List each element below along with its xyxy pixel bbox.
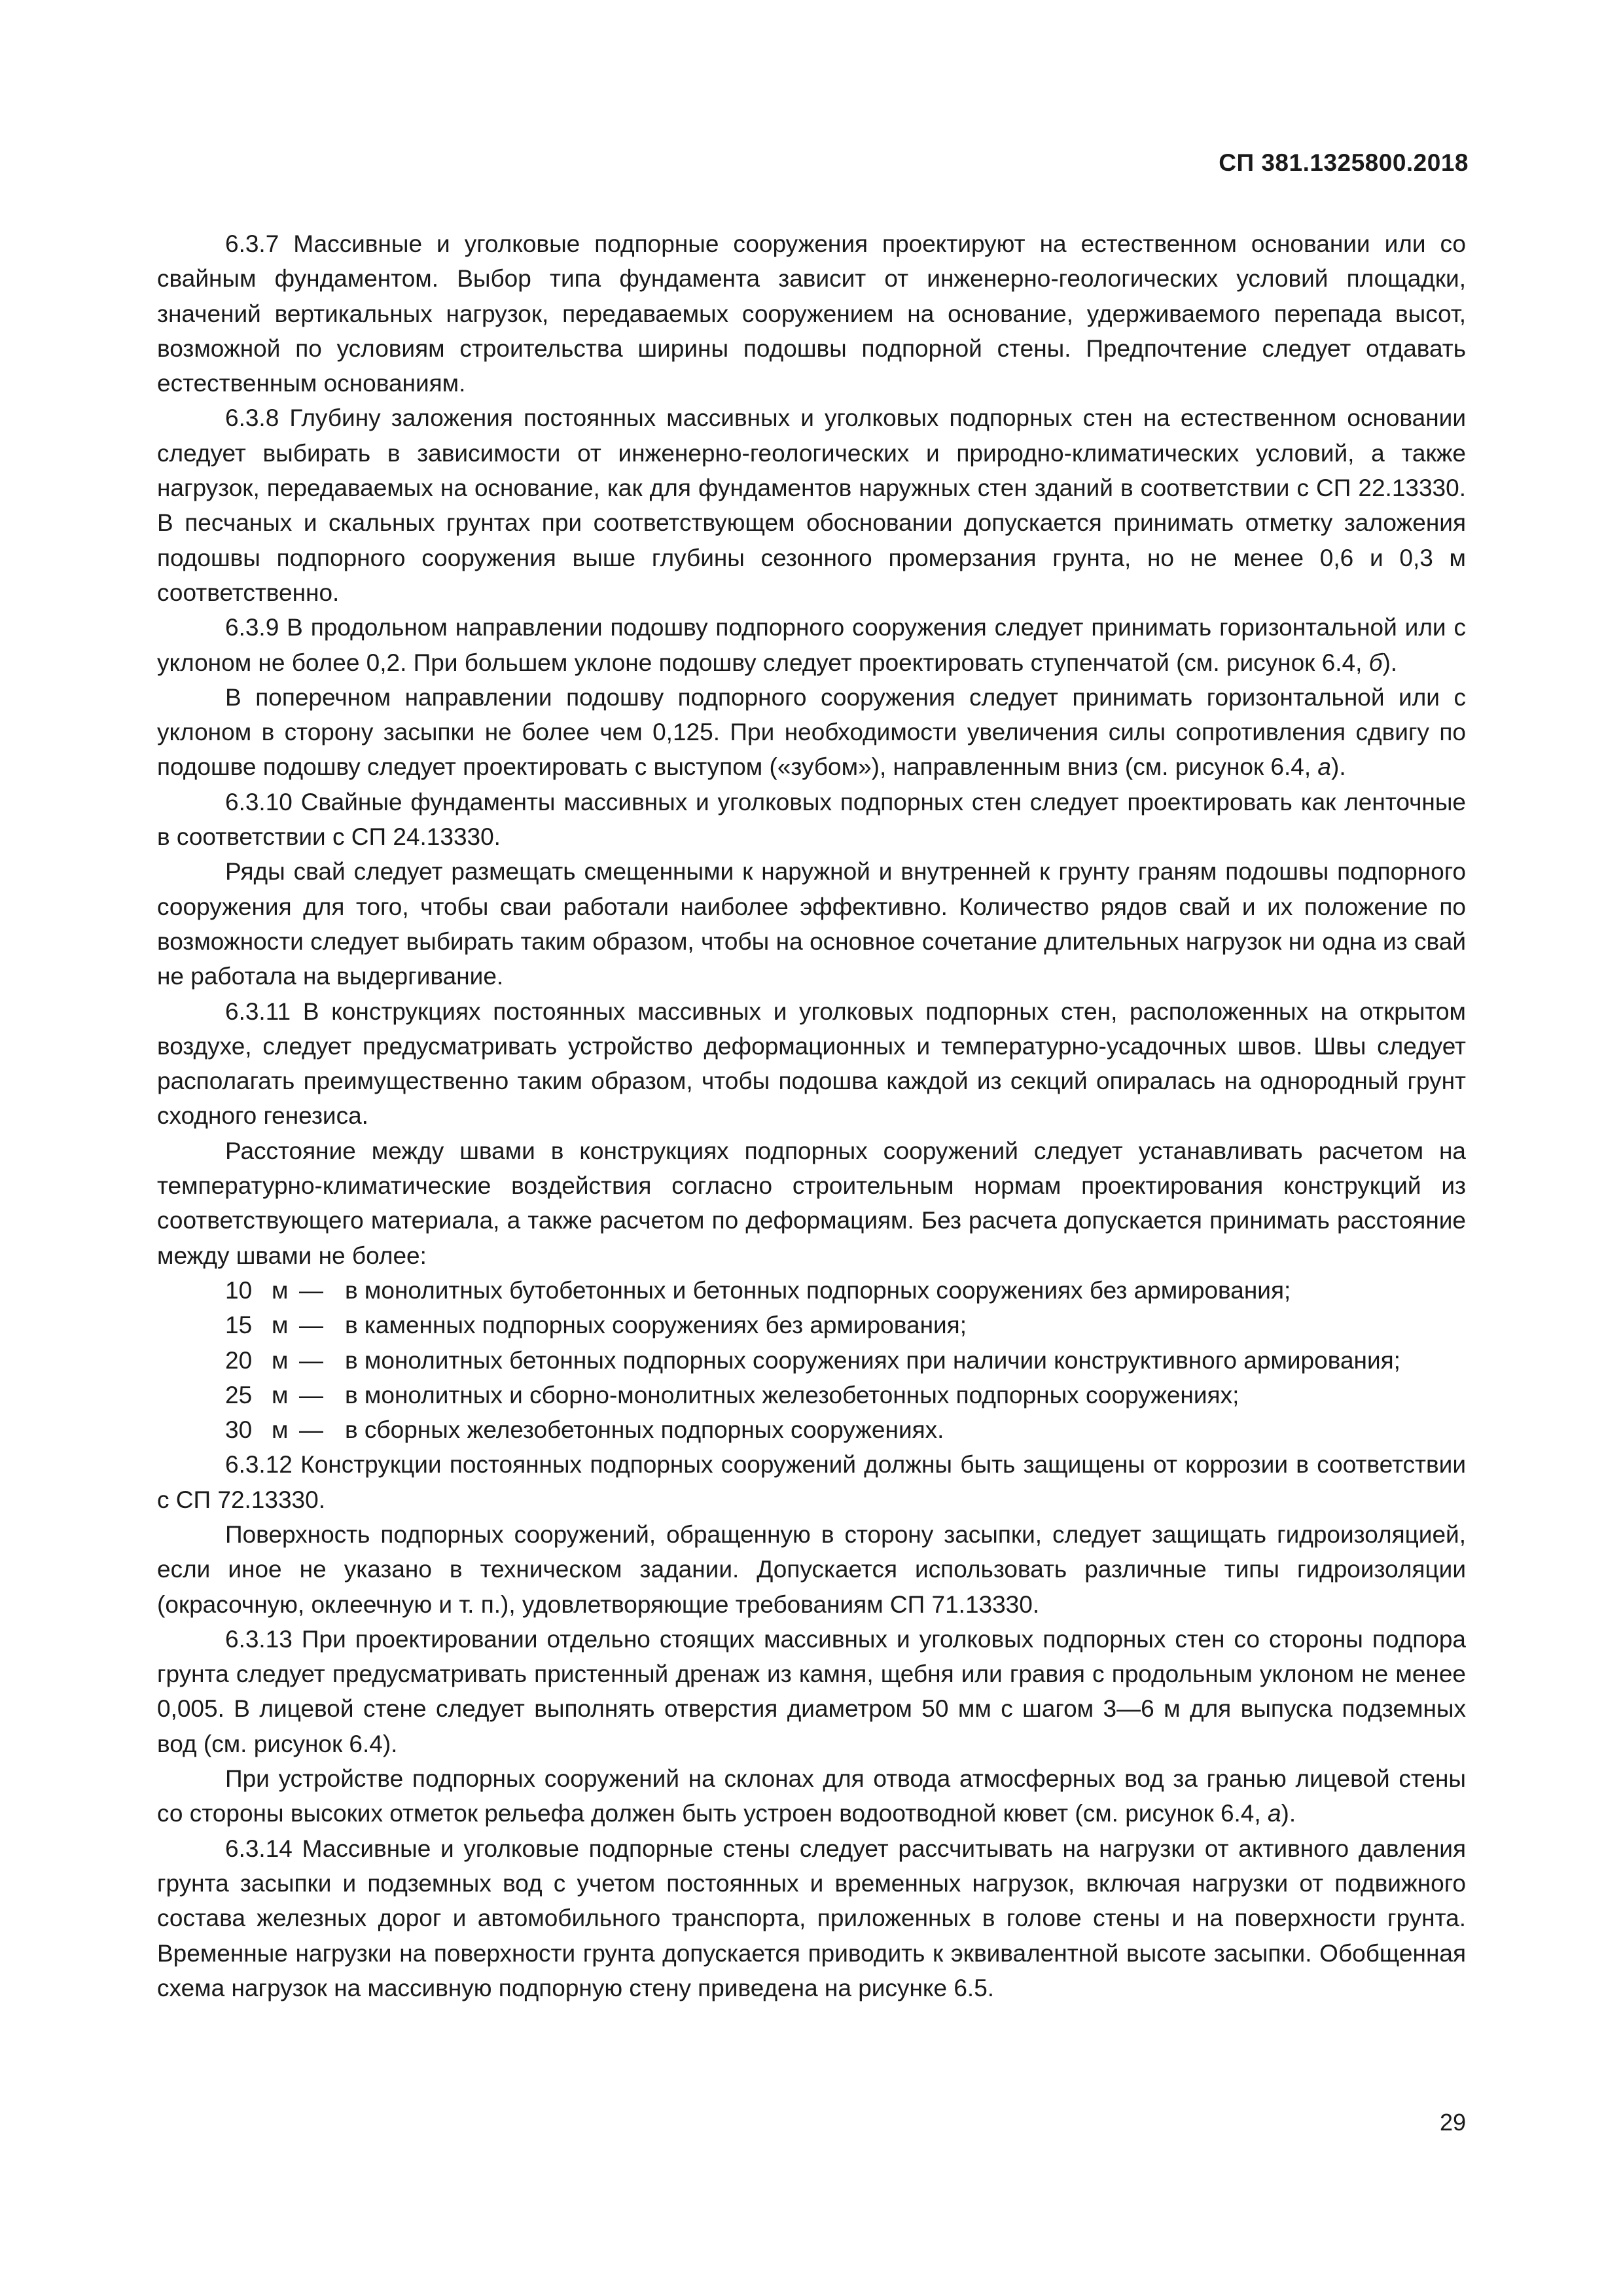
clause-6-3-9 [157,610,1466,680]
list-item-dash: — [299,1381,323,1408]
clause-6-3-11: 6.3.11 В конструкциях постоянных массивных и уголковых подпорных стен, расположенных на открытом воздухе, следует предусматривать устройство деформационных и температурно-усадочных швов. Швы следует располагать преимущественно таким образом, чтобы подошва каждой из секций опиралась на однородный грунт сходного генезиса. [157,997,1466,1130]
clause-6-3-13-slopes-text: При устройстве подпорных сооружений на склонах для отвода атмосферных вод за гранью лицевой стены со стороны высоких отметок рельефа должен быть устроен водоотводной кювет (см. рисунок 6.4, [157,1765,1466,1827]
clause-6-3-13-slopes-end: ). [1281,1800,1296,1827]
figure-ref-a: а [1317,753,1331,781]
clause-6-3-7: 6.3.7 Массивные и уголковые подпорные сооружения проектируют на естественном основании или со свайным фундаментом. Выбор типа фундамента зависит от инженерно-геологических условий площадки, значений вертикальных нагрузок, передаваемых сооружением на основание, удерживаемого перепада высот, возможной по условиям строительства ширины подошвы подпорной стены. Предпочтение следует отдавать естественным основаниям. [157,230,1466,397]
clause-6-3-11-joints: Расстояние между швами в конструкциях подпорных сооружений следует устанавливать расчетом на температурно-климатические воздействия согласно строительным нормам проектирования конструкций из соответствующего материала, а также расчетом по деформациям. Без расчета допускается принимать расстояние между швами не более: [157,1137,1466,1269]
list-item-dash: — [299,1416,323,1444]
figure-ref-b: б [1368,649,1383,676]
clause-6-3-10-piles: Ряды свай следует размещать смещенными к наружной и внутренней к грунту граням подошвы подпорного сооружения для того, чтобы сваи работали наиболее эффективно. Количество рядов свай и их положение по возможности следует выбирать таким образом, чтобы на основное сочетание длительных нагрузок ни одна из свай не работала на выдергивание. [157,858,1466,990]
list-item-text: в каменных подпорных сооружениях без армирования; [345,1312,967,1339]
list-item-text: в монолитных бетонных подпорных сооружениях при наличии конструктивного армирования; [345,1346,1400,1374]
list-item [157,1308,1466,1342]
clause-6-3-13: 6.3.13 При проектировании отдельно стоящих массивных и уголковых подпорных стен со стороны подпора грунта следует предусматривать пристенный дренаж из камня, щебня или гравия с продольным уклоном не менее 0,005. В лицевой стене следует выполнять отверстия диаметром 50 мм с шагом 3—6 м для выпуска подземных вод (см. рисунок 6.4). [157,1625,1466,1757]
joint-spacing-list [157,1273,1466,1447]
list-item-unit: м [272,1416,289,1444]
list-item-distance: 10 [225,1276,253,1304]
clause-6-3-12: 6.3.12 Конструкции постоянных подпорных сооружений должны быть защищены от коррозии в соответствии с СП 72.13330. [157,1451,1466,1513]
clause-6-3-8: 6.3.8 Глубину заложения постоянных массивных и уголковых подпорных стен на естественном основании следует выбирать в зависимости от инженерно-геологических и природно-климатических условий, а также нагрузок, передаваемых на основание, как для фундаментов наружных стен зданий в соответствии с СП 22.13330. В песчаных и скальных грунтах при соответствующем обосновании допускается принимать отметку заложения подошвы подпорного сооружения выше глубины сезонного промерзания грунта, но не менее 0,6 и 0,3 м соответственно. [157,404,1466,606]
clause-6-3-9-transverse-text: В поперечном направлении подошву подпорного сооружения следует принимать горизонтальной или с уклоном в сторону засыпки не более чем 0,125. При необходимости увеличения силы сопротивления сдвигу по подошве подошву следует проектировать с выступом («зубом»), направленным вниз (см. рисунок 6.4, [157,683,1466,781]
clause-6-3-9-transverse [157,680,1466,785]
page-body [157,226,1466,2005]
list-item-unit: м [272,1381,289,1408]
list-item-distance: 20 [225,1346,253,1374]
list-item [157,1343,1466,1378]
document-code: СП 381.1325800.2018 [1219,149,1469,176]
list-item [157,1378,1466,1412]
list-item [157,1412,1466,1447]
clause-6-3-12-waterproofing: Поверхность подпорных сооружений, обращенную в сторону засыпки, следует защищать гидроизоляцией, если иное не указано в техническом задании. Допускается использовать различные типы гидроизоляции (окрасочную, оклеечную и т. п.), удовлетворяющие требованиям СП 71.13330. [157,1520,1466,1618]
list-item-unit: м [272,1312,289,1339]
list-item-text: в сборных железобетонных подпорных сооружениях. [345,1416,944,1444]
clause-6-3-14: 6.3.14 Массивные и уголковые подпорные стены следует рассчитывать на нагрузки от активного давления грунта засыпки и подземных вод с учетом постоянных и временных нагрузок, включая нагрузки от подвижного состава железных дорог и автомобильного транспорта, приложенных в голове стены и на поверхности грунта. Временные нагрузки на поверхности грунта допускается приводить к эквивалентной высоте засыпки. Обобщенная схема нагрузок на массивную подпорную стену приведена на рисунке 6.5. [157,1835,1466,2001]
clause-6-3-10: 6.3.10 Свайные фундаменты массивных и уголковых подпорных стен следует проектировать как ленточные в соответствии с СП 24.13330. [157,788,1466,851]
clause-6-3-9-text: 6.3.9 В продольном направлении подошву подпорного сооружения следует принимать горизонтальной или с уклоном не более 0,2. При большем уклоне подошву следует проектировать ступенчатой (см. рисунок 6.4, [157,614,1466,676]
page-number: 29 [1439,2109,1466,2136]
clause-6-3-9-transverse-end: ). [1331,753,1346,781]
clause-6-3-13-slopes [157,1761,1466,1831]
list-item-distance: 25 [225,1381,253,1408]
list-item [157,1273,1466,1308]
list-item-unit: м [272,1346,289,1374]
list-item-distance: 30 [225,1416,253,1444]
list-item-text: в монолитных бутобетонных и бетонных подпорных сооружениях без армирования; [345,1276,1291,1304]
clause-6-3-9-end: ). [1382,649,1398,676]
list-item-text: в монолитных и сборно-монолитных железобетонных подпорных сооружениях; [345,1381,1240,1408]
list-item-dash: — [299,1346,323,1374]
list-item-dash: — [299,1312,323,1339]
list-item-unit: м [272,1276,289,1304]
list-item-dash: — [299,1276,323,1304]
list-item-distance: 15 [225,1312,253,1339]
figure-ref-a: а [1267,1800,1281,1827]
